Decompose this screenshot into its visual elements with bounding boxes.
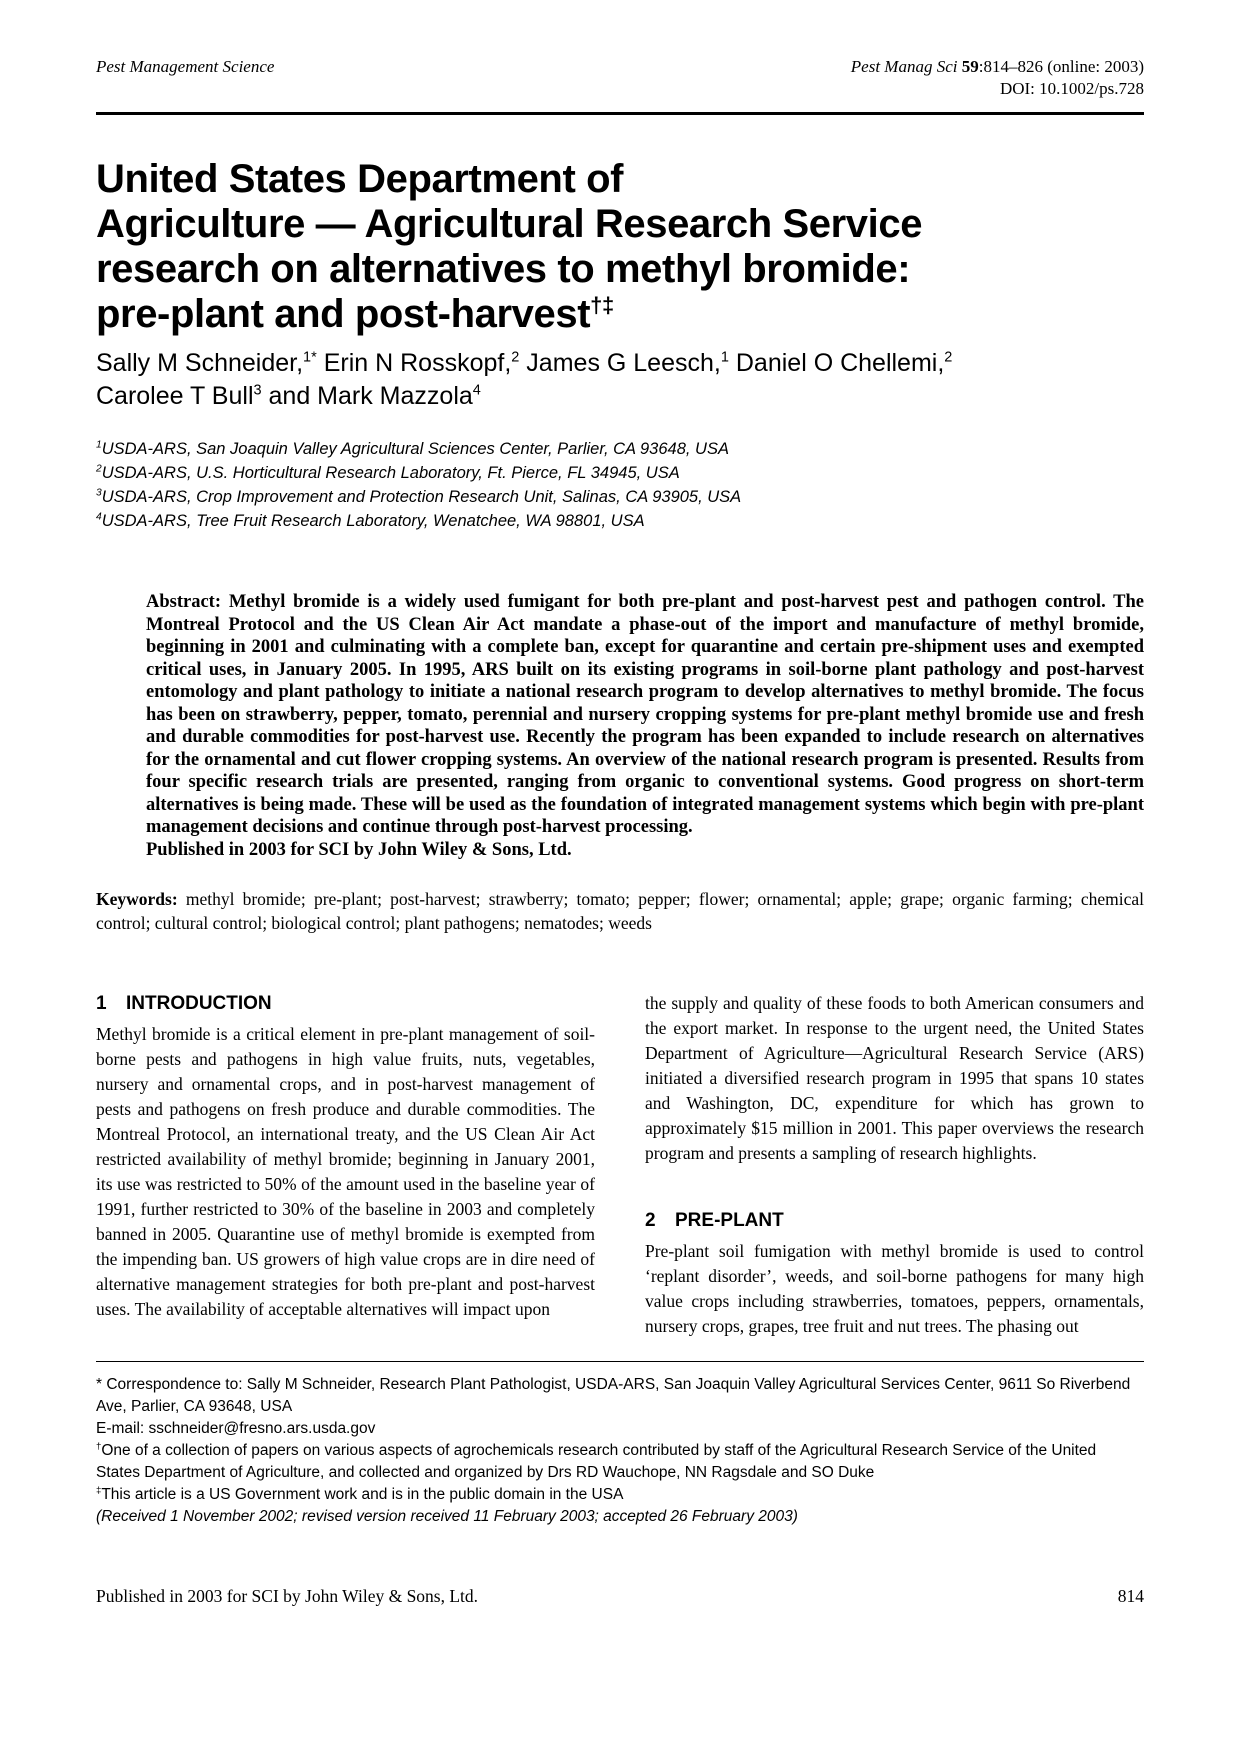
doi-line: DOI: 10.1002/ps.728 (999, 79, 1144, 98)
page-root (96, 0, 1144, 1607)
preplant-paragraph: Pre-plant soil fumigation with methyl bromide is used to control ‘replant disorder’, weeds, and soil-borne pathogens for many high value crops including strawberries, tomatoes, peppers, ornamentals, nursery crops, grapes, tree fruit and nut trees. The phasing out (645, 1241, 1144, 1336)
section-heading-preplant (645, 1208, 1144, 1233)
affiliation-item (96, 485, 1144, 509)
journal-name: Pest Management Science (96, 57, 275, 76)
footnote-text: Correspondence to: Sally M Schneider, Research Plant Pathologist, USDA-ARS, San Joaquin Valley Agricultural Services Center, 9611 So Riverbend Ave, Parlier, CA 93648, USA (96, 1376, 1131, 1415)
title-line: research on alternatives to methyl bromide: (96, 247, 911, 291)
page-footer (96, 1586, 1144, 1607)
citation-pages: :814–826 (online: 2003) (978, 57, 1144, 76)
page-number: 814 (1117, 1586, 1144, 1606)
footnote-marker: † (96, 1440, 102, 1452)
citation-journal: Pest Manag Sci (850, 57, 958, 76)
abstract-section (146, 591, 1144, 861)
article-columns (96, 991, 1144, 1339)
author-name: Daniel O Chellemi, (728, 349, 945, 377)
running-head (96, 0, 1144, 100)
affiliation-text: USDA-ARS, Crop Improvement and Protection Research Unit, Salinas, CA 93905, USA (101, 488, 742, 506)
introduction-paragraph-continued: the supply and quality of these foods to both American consumers and the export market. In response to the urgent need, the United States Department of Agriculture—Agricultural Research Service (ARS) initiated a diversified research program in 1995 that spans 10 states and Washington, DC, expenditure for which has grown to approximately $15 million in 2001. This paper overviews the research program and presents a sampling of research highlights. (645, 993, 1144, 1163)
introduction-paragraph: Methyl bromide is a critical element in pre-plant management of soil-borne pests and pathogens in high value fruits, nuts, vegetables, nursery and ornamental crops, and in post-harvest management of pests and pathogens on fresh produce and durable commodities. The Montreal Protocol, an international treaty, and the US Clean Air Act restricted availability of methyl bromide; beginning in January 2001, its use was restricted to 50% of the amount used in the baseline year of 1991, further restricted to 30% of the baseline in 2003 and completely banned in 2005. Quarantine use of methyl bromide is exempted from the impending ban. US growers of high value crops are in dire need of alternative management strategies for both pre-plant and post-harvest uses. The availability of acceptable alternatives will impact upon (96, 1024, 595, 1319)
footnote-dagger (96, 1440, 1144, 1484)
author-name: Erin N Rosskopf, (316, 349, 512, 377)
column-left (96, 991, 595, 1339)
author-affiliation-ref: 2 (511, 349, 520, 366)
title-line-text: pre-plant and post-harvest (96, 292, 591, 336)
header-rule (96, 112, 1144, 115)
affiliation-number: 3 (96, 487, 102, 499)
footer-publisher: Published in 2003 for SCI by John Wiley & Sons, Ltd. (96, 1586, 479, 1606)
author-affiliation-ref: 1* (303, 349, 317, 366)
footnote-correspondence (96, 1374, 1144, 1418)
footnote-text: One of a collection of papers on various aspects of agrochemicals research contributed by staff of the Agricultural Research Service of the United States Department of Agriculture, and collected and organized by Drs RD Wauchope, NN Ragsdale and SO Duke (96, 1442, 1097, 1481)
author-list (96, 347, 1144, 413)
author-line (96, 380, 1144, 413)
author-name: James G Leesch, (519, 349, 721, 377)
section-heading-introduction (96, 991, 595, 1016)
keywords-label: Keywords: (96, 889, 178, 909)
title-line: Agriculture — Agricultural Research Service (96, 202, 923, 246)
author-line (96, 347, 1144, 380)
author-affiliation-ref: 1 (720, 349, 729, 366)
abstract-body (146, 591, 1144, 839)
affiliation-text: USDA-ARS, Tree Fruit Research Laboratory, Wenatchee, WA 98801, USA (101, 512, 645, 530)
affiliation-item (96, 509, 1144, 533)
footnote-double-dagger (96, 1484, 1144, 1506)
section-number: 2 (645, 1210, 656, 1231)
author-name: Sally M Schneider, (96, 349, 304, 377)
section-number: 1 (96, 993, 107, 1014)
title-line: United States Department of (96, 157, 624, 201)
column-right (645, 991, 1144, 1339)
footnote-email: E-mail: sschneider@fresno.ars.usda.gov (96, 1420, 376, 1437)
affiliation-item (96, 437, 1144, 461)
abstract-text: Methyl bromide is a widely used fumigant for both pre-plant and post-harvest pest and pathogen control. The Montreal Protocol and the US Clean Air Act mandate a phase-out of the import and manufacture of methyl bromide, beginning in 2001 and culminating with a complete ban, except for quarantine and certain pre-shipment uses and exempted critical uses, in January 2005. In 1995, ARS built on its existing programs in soil-borne plant pathology and post-harvest entomology and plant pathology to initiate a national research program to develop alternatives to methyl bromide. The focus has been on strawberry, pepper, tomato, perennial and nursery cropping systems for pre-plant methyl bromide use and fresh and durable commodities for post-harvest use. Recently the program has been expanded to include research on alternatives for the ornamental and cut flower cropping systems. An overview of the national research program is presented. Results from four specific research trials are presented, ranging from organic to conventional systems. Good progress on short-term alternatives is being made. These will be used as the foundation of integrated management systems which begin with pre-plant management decisions and continue through post-harvest processing. (146, 592, 1145, 837)
section-title: INTRODUCTION (126, 993, 272, 1014)
affiliation-number: 1 (96, 439, 102, 451)
title-footnote-markers: †‡ (590, 292, 614, 318)
page-title (96, 157, 1144, 337)
footnote-marker: * (96, 1376, 103, 1393)
title-line (96, 292, 1144, 337)
keywords-section (96, 887, 1144, 935)
author-name: and Mark Mazzola (261, 382, 473, 410)
citation-block (851, 56, 1144, 100)
author-name: Carolee T Bull (96, 382, 254, 410)
footnote-block (96, 1374, 1144, 1528)
affiliation-number: 4 (96, 511, 102, 523)
keywords-text: methyl bromide; pre-plant; post-harvest; strawberry; tomato; pepper; flower; ornamental; apple; grape; organic farming; chemical control; cultural control; biological control; plant pathogens; nematodes; weeds (96, 889, 1144, 933)
footnote-rule (96, 1361, 1144, 1362)
abstract-publisher-line: Published in 2003 for SCI by John Wiley & Sons, Ltd. (146, 839, 572, 860)
affiliation-list (96, 437, 1144, 533)
affiliation-text: USDA-ARS, U.S. Horticultural Research Laboratory, Ft. Pierce, FL 34945, USA (101, 464, 680, 482)
author-affiliation-ref: 4 (472, 382, 481, 399)
citation-line (851, 56, 1144, 78)
author-affiliation-ref: 3 (253, 382, 262, 399)
abstract-label: Abstract: (146, 592, 222, 612)
affiliation-text: USDA-ARS, San Joaquin Valley Agricultural Sciences Center, Parlier, CA 93648, USA (101, 440, 729, 458)
author-affiliation-ref: 2 (944, 349, 953, 366)
affiliation-number: 2 (96, 463, 102, 475)
section-title: PRE-PLANT (675, 1210, 784, 1231)
footnote-marker: ‡ (96, 1484, 102, 1496)
footnote-received-dates: (Received 1 November 2002; revised version received 11 February 2003; accepted 26 February 2003) (96, 1508, 798, 1525)
citation-volume: 59 (961, 57, 979, 76)
affiliation-item (96, 461, 1144, 485)
footnote-text: This article is a US Government work and is in the public domain in the USA (101, 1486, 624, 1503)
